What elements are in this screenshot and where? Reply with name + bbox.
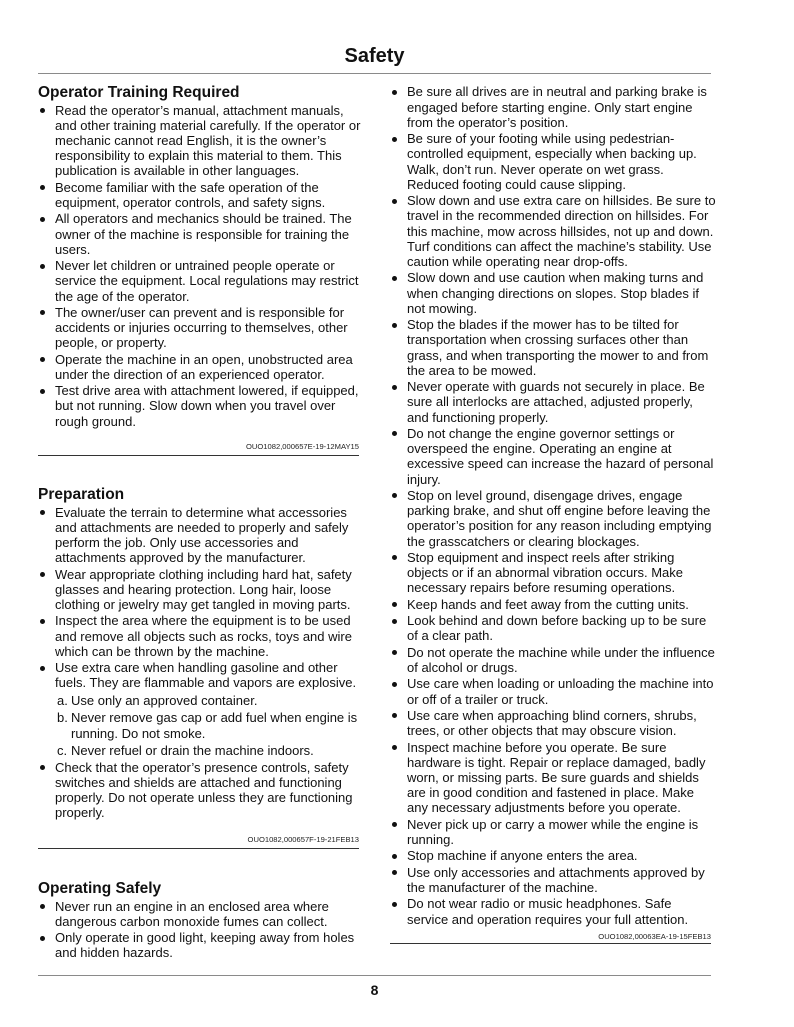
bullet-icon (392, 431, 397, 436)
bullet-icon (392, 199, 397, 204)
bullet-icon (392, 682, 397, 687)
bullet-text-line: operator’s position for any reason including emptying (407, 518, 712, 534)
bullet-item (390, 848, 712, 863)
bullet-icon (40, 310, 45, 315)
sub-item-text-line: running. Do not smoke. (71, 725, 206, 741)
bullet-text-line: rough ground. (55, 413, 136, 429)
bullet-text-line: Walk, don’t run. Never operate on wet grass. (407, 161, 664, 177)
bullet-item (38, 899, 360, 929)
bullet-icon (40, 389, 45, 394)
bullet-item (390, 131, 712, 192)
section-divider (38, 848, 359, 849)
bullet-icon (40, 108, 45, 113)
bullet-item (38, 103, 360, 179)
bullet-text-line: people, or property. (55, 335, 167, 351)
bullet-item (38, 660, 360, 758)
bullet-text-line: All operators and mechanics should be trained. The (55, 211, 352, 227)
bullet-text-line: the manufacturer of the machine. (407, 879, 598, 895)
bullet-item (390, 644, 715, 675)
bullet-text-line: and remove all objects such as rocks, toys and wire (55, 628, 352, 644)
bullet-text-line: Inspect machine before you operate. Be sure (407, 739, 667, 755)
section-operator-training (38, 84, 360, 429)
sub-item (55, 710, 360, 740)
bullet-item (390, 676, 712, 706)
bullet-text-line: Check that the operator’s presence controls, safety (55, 759, 349, 775)
bullet-icon (392, 619, 397, 624)
bullet-text-line: excessive speed can increase the hazard of personal (407, 456, 714, 472)
bullet-icon (40, 936, 45, 941)
bullet-text-line: Inspect the area where the equipment is to be used (55, 613, 351, 629)
bullet-item (390, 488, 712, 549)
bullet-text-line: Wear appropriate clothing including hard hat, safety (55, 566, 352, 582)
bullet-text-line: Stop machine if anyone enters the area. (407, 848, 638, 864)
bullet-text-line: from the operator’s position. (407, 114, 569, 130)
bullet-text-line: dangerous carbon monoxide fumes can collect. (55, 913, 328, 929)
bullet-item (38, 505, 360, 566)
bullet-text-line: and hidden hazards. (55, 945, 173, 961)
bullet-icon (40, 666, 45, 671)
bullet-icon (392, 713, 397, 718)
bullet-text-line: Use care when loading or unloading the machine into (407, 676, 714, 692)
bullet-text-line: Do not operate the machine while under the influence (407, 644, 715, 660)
bullet-item (390, 379, 712, 425)
bullet-text-line: mechanic cannot read English, it is the owner’s (55, 132, 327, 148)
bullet-item (390, 193, 716, 269)
bullet-item (38, 258, 360, 304)
bullet-text-line: users. (55, 241, 91, 257)
bullet-icon (392, 555, 397, 560)
bullet-text-line: running. (407, 831, 454, 847)
bullet-text-line: this machine, mow across hillsides, not up and down. (407, 223, 714, 239)
bullet-item (390, 708, 712, 738)
section-divider (38, 455, 359, 456)
bullet-text-line: Evaluate the terrain to determine what accessories (55, 504, 347, 520)
bullet-text-line: properly. Do not operate unless they are functioning (55, 790, 353, 806)
bullet-icon (40, 904, 45, 909)
sub-item-marker: b. (57, 710, 68, 726)
sub-item-marker: a. (57, 692, 68, 708)
bullet-icon (392, 854, 397, 859)
title-divider (38, 73, 711, 74)
section-heading: Operator Training Required (38, 84, 240, 101)
bullet-icon (392, 650, 397, 655)
bullet-text-line: Slow down and use caution when making turns and (407, 270, 704, 286)
bullet-icon (392, 276, 397, 281)
bullet-text-line: the area to be mowed. (407, 362, 537, 378)
page-title: Safety (344, 45, 405, 67)
bullet-text-line: the grasscatchers or clearing blockages. (407, 533, 640, 549)
bullet-item (390, 84, 712, 130)
bullet-item (390, 865, 712, 895)
section-operating-safely (38, 880, 360, 961)
bullet-text-line: and other training material carefully. If the operator or (55, 117, 361, 133)
bullet-text-line: controlled equipment, especially when backing up. (407, 146, 697, 162)
bullet-icon (40, 185, 45, 190)
bullet-item (38, 305, 360, 351)
bullet-text-line: Keep hands and feet away from the cutting units. (407, 596, 689, 612)
bullet-item (38, 567, 360, 613)
bullet-text-line: engaged before starting engine. Only start engine (407, 99, 693, 115)
document-reference-code: OUO1082,000657F-19-21FEB13 (247, 835, 359, 844)
bullet-text-line: Never operate with guards not securely in place. Be (407, 379, 705, 395)
bullet-item (38, 211, 360, 257)
bullet-text-line: Operate the machine in an open, unobstructed area (55, 351, 353, 367)
document-reference-code: OUO1082,000657E-19-12MAY15 (246, 442, 359, 451)
bullet-text-line: any necessary adjustments before you operate. (407, 800, 681, 816)
bullet-text-line: Be sure of your footing while using pedestrian- (407, 131, 675, 147)
document-reference-code: OUO1082,00063EA-19-15FEB13 (598, 932, 711, 941)
bullet-text-line: service and operation requires your full attention. (407, 911, 689, 927)
bullet-icon (40, 510, 45, 515)
bullet-icon (40, 264, 45, 269)
bullet-text-line: Stop the blades if the mower has to be tilted for (407, 317, 679, 333)
bullet-item (390, 817, 712, 847)
bullet-item (390, 270, 712, 316)
sub-list (55, 693, 360, 759)
bullet-text-line: accidents or injuries occurring to themselves, other (55, 320, 348, 336)
bullet-text-line: Slow down and use extra care on hillsides. Be sure to (407, 193, 716, 209)
bullet-icon (392, 137, 397, 142)
bullet-text-line: when changing directions on slopes. Stop blades if (407, 285, 699, 301)
sub-item-text-line: Use only an approved container. (71, 692, 258, 708)
bullet-item (390, 597, 712, 612)
bullet-text-line: Do not wear radio or music headphones. Safe (407, 896, 672, 912)
bullet-text-line: service the equipment. Local regulations may restrict (55, 273, 359, 289)
bullet-text-line: which can be thrown by the machine. (55, 643, 269, 659)
bullet-icon (392, 902, 397, 907)
bullet-item (390, 613, 712, 643)
bullet-text-line: but not running. Slow down when you travel over (55, 398, 336, 414)
bullet-item (38, 352, 360, 382)
page-number: 8 (370, 982, 379, 998)
sub-item (55, 693, 360, 708)
bullet-text-line: caution while operating near drop-offs. (407, 254, 628, 269)
bullet-text-line: of a clear path. (407, 628, 493, 644)
bullet-text-line: parking brake, and shut off engine before leaving the (407, 503, 711, 519)
bullet-text-line: perform the job. Only use accessories and (55, 534, 299, 550)
bullet-text-line: properly. (55, 805, 105, 821)
bullet-list (390, 84, 716, 927)
bullet-icon (40, 572, 45, 577)
section-preparation (38, 486, 360, 820)
bullet-item (38, 613, 360, 659)
bullet-text-line: injury. (407, 471, 441, 487)
bullet-text-line: Look behind and down before backing up to be sure (407, 613, 707, 629)
bullet-list (38, 103, 360, 429)
bullet-icon (40, 765, 45, 770)
footer-divider (38, 975, 711, 976)
bullet-text-line: Use care when approaching blind corners, shrubs, (407, 707, 697, 723)
bullet-text-line: and functioning properly. (407, 409, 549, 425)
bullet-item (38, 180, 360, 210)
bullet-text-line: the age of the operator. (55, 288, 190, 304)
section-operating-safely-continued (390, 84, 716, 927)
bullet-icon (392, 602, 397, 607)
bullet-text-line: clothing or jewelry may get tangled in moving parts. (55, 596, 351, 612)
bullet-text-line: Stop equipment and inspect reels after striking (407, 549, 675, 565)
bullet-item (390, 426, 712, 487)
section-divider (390, 943, 711, 944)
bullet-item (390, 896, 712, 926)
bullet-text-line: Use extra care when handling gasoline and other (55, 660, 338, 676)
bullet-text-line: and attachments are needed to properly and safely (55, 519, 349, 535)
bullet-text-line: not mowing. (407, 300, 478, 316)
bullet-icon (392, 90, 397, 95)
bullet-icon (392, 870, 397, 875)
bullet-text-line: Only operate in good light, keeping away from holes (55, 930, 355, 946)
bullet-text-line: Read the operator’s manual, attachment manuals, (55, 102, 344, 118)
bullet-text-line: trees, or other objects that may obscure vision. (407, 723, 677, 739)
bullet-text-line: Never let children or untrained people operate or (55, 258, 335, 274)
bullet-text-line: sure all interlocks are attached, adjusted properly, (407, 394, 693, 410)
bullet-text-line: Never pick up or carry a mower while the engine is (407, 816, 699, 832)
section-heading: Operating Safely (38, 880, 162, 897)
sub-item (55, 743, 360, 758)
bullet-text-line: hardware is tight. Repair or replace damaged, badly (407, 754, 706, 770)
bullet-list (38, 899, 360, 961)
bullet-text-line: are in good condition and fastened in place. Make (407, 785, 694, 801)
bullet-icon (392, 493, 397, 498)
bullet-text-line: equipment, operator controls, and safety signs. (55, 194, 326, 210)
bullet-item (390, 317, 712, 378)
bullet-text-line: Do not change the engine governor settings or (407, 425, 675, 441)
bullet-text-line: glasses and hearing protection. Long hair, loose (55, 581, 332, 597)
bullet-text-line: worn, or missing parts. Be sure guards and shields (407, 769, 699, 785)
bullet-text-line: objects or if an abnormal vibration occurs. Make (407, 565, 684, 581)
bullet-item (38, 383, 360, 429)
bullet-item (38, 760, 360, 821)
bullet-text-line: attachments approved by the manufacturer. (55, 550, 306, 566)
bullet-text-line: switches and shields are attached and functioning (55, 774, 342, 790)
bullet-icon (40, 619, 45, 624)
sub-item-text-line: Never remove gas cap or add fuel when engine is (71, 710, 358, 726)
bullet-text-line: or off of a trailer or truck. (407, 691, 549, 707)
bullet-text-line: fuels. They are flammable and vapors are explosive. (55, 675, 357, 691)
bullet-icon (392, 745, 397, 750)
bullet-text-line: responsibility to explain this material to them. This (55, 148, 342, 164)
bullet-icon (392, 323, 397, 328)
bullet-text-line: owner of the machine is responsible for training the (55, 226, 350, 242)
bullet-list (38, 505, 360, 821)
bullet-text-line: Become familiar with the safe operation of the (55, 179, 319, 195)
bullet-text-line: Use only accessories and attachments approved by (407, 864, 705, 880)
bullet-item (390, 550, 712, 596)
bullet-text-line: travel in the recommended direction on hillsides. For (407, 208, 709, 224)
bullet-text-line: necessary repairs before resuming operations. (407, 580, 676, 596)
section-heading: Preparation (38, 486, 125, 503)
sub-item-text-line: Never refuel or drain the machine indoors. (71, 743, 314, 759)
bullet-text-line: The owner/user can prevent and is responsible for (55, 304, 345, 320)
bullet-icon (392, 822, 397, 827)
bullet-item (38, 930, 360, 960)
bullet-item (390, 740, 712, 816)
sub-item-marker: c. (57, 743, 68, 759)
bullet-text-line: overspeed the engine. Operating an engine at (407, 441, 672, 457)
bullet-text-line: Never run an engine in an enclosed area where (55, 898, 329, 914)
bullet-text-line: Be sure all drives are in neutral and parking brake is (407, 84, 707, 100)
bullet-text-line: transportation when crossing surfaces other than (407, 332, 689, 348)
bullet-text-line: of alcohol or drugs. (407, 659, 518, 675)
bullet-icon (40, 357, 45, 362)
bullet-text-line: Test drive area with attachment lowered, if equipped, (55, 383, 359, 399)
bullet-text-line: Stop on level ground, disengage drives, engage (407, 487, 683, 503)
bullet-text-line: Turf conditions can affect the machine’s stability. Use (407, 238, 712, 254)
bullet-text-line: under the direction of an experienced operator. (55, 366, 325, 382)
bullet-text-line: Reduced footing could cause slipping. (407, 176, 626, 192)
bullet-icon (40, 217, 45, 222)
bullet-icon (392, 385, 397, 390)
bullet-text-line: grass, and when transporting the mower to and from (407, 347, 709, 363)
bullet-text-line: publication is available in other languages. (55, 163, 300, 179)
